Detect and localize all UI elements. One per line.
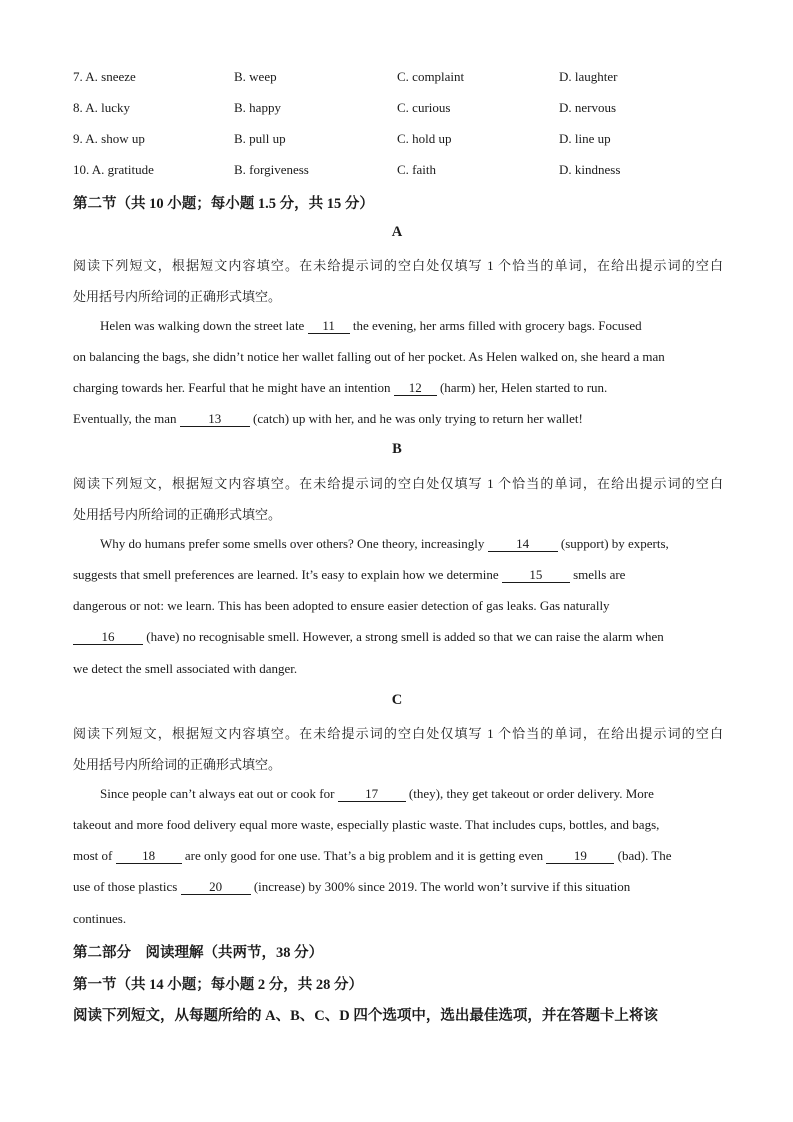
part2-section1-title: 第一节（共 14 小题；每小题 2 分，共 28 分） [73, 977, 363, 993]
passage-b-line: we detect the smell associated with danger. [73, 661, 298, 676]
instruction-line-1: 阅读下列短文，根据短文内容填空。在未给提示词的空白处仅填写 1 个恰当的单词，在给出提示词的空白 [73, 476, 723, 491]
passage-a-line: on balancing the bags, she didn’t notice her wallet falling out of her pocket. As Helen walked on, she heard a man [73, 349, 665, 364]
passage-c-line [73, 848, 723, 864]
blank-20[interactable]: 20 [181, 880, 251, 895]
text: (they), they get takeout or order delivery. More [405, 786, 654, 801]
blank-18[interactable]: 18 [116, 849, 182, 864]
text: Helen was walking down the street late [100, 318, 308, 333]
text: charging towards her. Fearful that he might have an intention [73, 380, 394, 395]
options-row-7 [73, 69, 721, 91]
text: smells are [569, 567, 626, 582]
option-c: C. complaint [397, 69, 465, 84]
passage-c-line [73, 786, 750, 802]
text: are only good for one use. That’s a big problem and it is getting even [181, 848, 547, 863]
option-d: D. nervous [559, 100, 617, 115]
instruction-line-2: 处用括号内所给词的正确形式填空。 [73, 289, 282, 304]
passage-b-line [73, 629, 723, 645]
option-a: 7. A. sneeze [73, 69, 136, 84]
instruction-line-1: 阅读下列短文，根据短文内容填空。在未给提示词的空白处仅填写 1 个恰当的单词，在给出提示词的空白 [73, 258, 723, 273]
option-a: 10. A. gratitude [73, 162, 154, 177]
passage-a-line [73, 318, 750, 334]
text: (support) by experts, [557, 536, 669, 551]
passage-b-line [73, 567, 723, 583]
options-row-8 [73, 100, 721, 122]
text: use of those plastics [73, 879, 181, 894]
option-d: D. line up [559, 131, 611, 146]
option-b: B. happy [234, 100, 281, 115]
part2-title: 第二部分 阅读理解（共两节，38 分） [73, 945, 324, 961]
blank-17[interactable]: 17 [338, 787, 406, 802]
passage-c-line: continues. [73, 911, 127, 926]
passage-a-line [73, 411, 723, 427]
part2-instruction: 阅读下列短文，从每题所给的 A、B、C、D 四个选项中，选出最佳选项，并在答题卡上将该 [73, 1008, 658, 1024]
blank-12[interactable]: 12 [394, 381, 437, 396]
option-b: B. weep [234, 69, 277, 84]
blank-16[interactable]: 16 [73, 630, 143, 645]
passage-c-line [73, 879, 723, 895]
passage-c-label: C [391, 692, 403, 708]
blank-11[interactable]: 11 [308, 319, 350, 334]
passage-b-label: B [392, 441, 402, 457]
text: (catch) up with her, and he was only trying to return her wallet! [249, 411, 583, 426]
option-c: C. curious [397, 100, 451, 115]
options-row-10 [73, 162, 721, 184]
option-a: 8. A. lucky [73, 100, 131, 115]
text: (harm) her, Helen started to run. [436, 380, 608, 395]
section2-title: 第二节（共 10 小题；每小题 1.5 分，共 15 分） [73, 196, 374, 212]
passage-a-label: A [391, 224, 403, 240]
text: Why do humans prefer some smells over others? One theory, increasingly [100, 536, 488, 551]
passage-c-line: takeout and more food delivery equal more waste, especially plastic waste. That includes cups, bottles, and bags, [73, 817, 660, 832]
blank-19[interactable]: 19 [546, 849, 614, 864]
option-b: B. pull up [234, 131, 286, 146]
option-d: D. laughter [559, 69, 618, 84]
option-b: B. forgiveness [234, 162, 309, 177]
passage-a-line [73, 380, 723, 396]
option-a: 9. A. show up [73, 131, 145, 146]
text: the evening, her arms filled with grocery bags. Focused [349, 318, 642, 333]
text: (have) no recognisable smell. However, a strong smell is added so that we can raise the alarm when [143, 629, 664, 644]
text: Eventually, the man [73, 411, 180, 426]
text: (increase) by 300% since 2019. The world won’t survive if this situation [250, 879, 631, 894]
passage-b-line [73, 536, 750, 552]
passage-b-line: dangerous or not: we learn. This has been adopted to ensure easier detection of gas leaks. Gas naturally [73, 598, 610, 613]
blank-13[interactable]: 13 [180, 412, 250, 427]
text: suggests that smell preferences are learned. It’s easy to explain how we determine [73, 567, 502, 582]
instruction-line-1: 阅读下列短文，根据短文内容填空。在未给提示词的空白处仅填写 1 个恰当的单词，在给出提示词的空白 [73, 726, 723, 741]
text: most of [73, 848, 116, 863]
instruction-line-2: 处用括号内所给词的正确形式填空。 [73, 757, 282, 772]
options-row-9 [73, 131, 721, 153]
blank-14[interactable]: 14 [488, 537, 558, 552]
instruction-line-2: 处用括号内所给词的正确形式填空。 [73, 507, 282, 522]
text: (bad). The [614, 848, 672, 863]
option-c: C. faith [397, 162, 436, 177]
blank-15[interactable]: 15 [502, 568, 570, 583]
option-c: C. hold up [397, 131, 452, 146]
text: Since people can’t always eat out or cook for [100, 786, 338, 801]
option-d: D. kindness [559, 162, 621, 177]
